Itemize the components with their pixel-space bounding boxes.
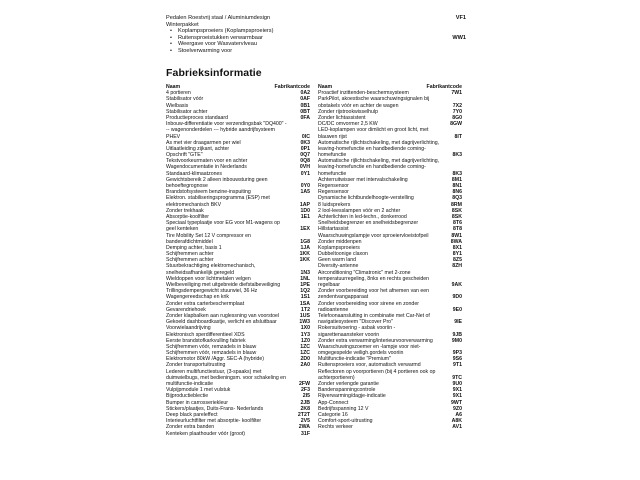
item-code: 8N6 bbox=[452, 189, 462, 196]
item-code: 1US bbox=[299, 312, 310, 319]
item-code: 1X0 bbox=[300, 325, 310, 332]
item-code: AV1 bbox=[452, 424, 462, 431]
item-code: 2K8 bbox=[300, 405, 310, 412]
item-code: 8GW bbox=[450, 121, 462, 128]
list-item bbox=[318, 369, 462, 381]
item-name: As met vier draagarmen per wiel bbox=[166, 139, 241, 146]
item-name: Regensensor bbox=[318, 183, 349, 189]
item-name: Geen warm land bbox=[318, 257, 357, 264]
item-code: 1T2 bbox=[301, 306, 310, 313]
item-code: 0VH bbox=[299, 164, 310, 171]
item-code: 2A0 bbox=[300, 362, 310, 369]
item-code: 1E1 bbox=[300, 213, 310, 220]
item-name: Eerste brandstofkarkvulling fabriek bbox=[166, 337, 246, 344]
list-item bbox=[318, 288, 462, 300]
item-name: Koplampsproeiers bbox=[318, 244, 360, 251]
item-code: 8G0 bbox=[452, 114, 462, 121]
list-item bbox=[318, 424, 462, 430]
list-item bbox=[166, 263, 310, 275]
item-name: Stickers/plaatjes, Duits-Frans- Nederlands bbox=[166, 405, 264, 412]
item-name: Kenteken plaathouder vóór (groot) bbox=[166, 430, 246, 437]
item-name: Elektromotor 80kW /Aggr. SEC-A (hybride) bbox=[166, 356, 265, 363]
item-name: Zonder rijstrookwisselhulp bbox=[318, 108, 378, 115]
item-name: Productieproces standaard bbox=[166, 114, 228, 121]
item-name: Proactief inzittenden-beschermsysteem bbox=[318, 90, 409, 97]
right-item-list bbox=[318, 90, 462, 430]
item-code: 7Y0 bbox=[452, 108, 462, 115]
list-item bbox=[166, 177, 310, 189]
item-name: Tire Mobility Set 12 V compressor en banderafdichtmiddel bbox=[166, 232, 251, 245]
item-name: Deep black pareleffect bbox=[166, 411, 218, 418]
item-name: Diversity-antenne bbox=[318, 263, 359, 270]
item-code: 1KK bbox=[299, 251, 310, 258]
list-item bbox=[166, 121, 310, 140]
item-code: 9M0 bbox=[451, 337, 462, 344]
header-name: Naam bbox=[318, 84, 333, 90]
item-name: Airconditioning "Climatronic" met 2-zone temperatuurregeling, 8nks en rechts gescheiden regelbaar bbox=[318, 269, 430, 288]
item-code: 1PE bbox=[300, 282, 310, 288]
item-name: Bedrijfsspanning 12 V bbox=[318, 405, 369, 412]
item-code: 0A2 bbox=[300, 90, 310, 97]
item-code: 2WA bbox=[298, 424, 310, 431]
item-code: 2F3 bbox=[301, 387, 310, 394]
item-name: Wieldoppen voor lichtmetalen velgen bbox=[166, 275, 251, 282]
item-code: 2T2T bbox=[297, 411, 310, 418]
item-code: 9X1 bbox=[452, 387, 462, 394]
item-name: Reflectoren op voorportieren (bij 4 portieren ook op achterportieren) bbox=[318, 368, 436, 381]
item-code: 0Q7 bbox=[300, 152, 310, 159]
item-code: 0BT bbox=[300, 108, 310, 115]
list-item bbox=[318, 301, 462, 313]
item-name: Inbouw-differentiatie voor verzendingsbak "DQ400" --- wagenonderdelen --- hybride aandrijfsysteem PHEV bbox=[166, 121, 287, 140]
item-name: Standaard-klimaatzones bbox=[166, 170, 222, 177]
item-code: 8T6 bbox=[453, 220, 462, 227]
package-line-code: VF1 bbox=[455, 15, 466, 21]
item-code: 9T1 bbox=[453, 362, 462, 369]
item-code: 9JB bbox=[452, 331, 462, 338]
item-name: Stabilisator vóór bbox=[166, 96, 204, 103]
item-code: 9IE bbox=[454, 319, 462, 326]
package-line-name: • Ruitensproeistukken verwarmbaar bbox=[178, 34, 263, 41]
item-name: Hillstartassist bbox=[318, 226, 349, 233]
item-code: 8WA bbox=[450, 238, 462, 245]
item-code: A8K bbox=[451, 418, 462, 425]
item-name: Achterruitwisser met intervalschakeling bbox=[318, 176, 408, 183]
item-code: 9AK bbox=[451, 282, 462, 288]
list-item bbox=[318, 140, 462, 159]
item-name: Gewichtsbereik 2 alleen inbouwsturing geen behoeftegrognose bbox=[166, 176, 268, 189]
item-code: 8Y1 bbox=[452, 251, 462, 258]
item-name: Achterlichten in led-techn., donkerrood bbox=[318, 213, 407, 220]
item-name: Schijfremmen achter bbox=[166, 251, 214, 258]
item-code: 9X1 bbox=[452, 393, 462, 400]
item-code: 0IC bbox=[301, 133, 310, 140]
item-code: 0Y0 bbox=[300, 183, 310, 189]
list-item bbox=[166, 233, 310, 245]
item-name: Regensensor bbox=[318, 189, 349, 196]
item-name: App-Connect bbox=[318, 399, 349, 406]
item-name: Zonder klapbalken aan ruglessning van voorstoel bbox=[166, 312, 280, 319]
list-item bbox=[318, 344, 462, 356]
item-name: Trillingsdempergewicht stuurwiel, 36 Hz bbox=[166, 288, 258, 295]
package-line-name: • Weergave voor Wasvatervlveau bbox=[178, 41, 257, 47]
right-column bbox=[318, 84, 462, 431]
item-code: 2I5 bbox=[302, 393, 310, 400]
package-line-name: Pedalen Roestvrij staal / Aluminiumdesign bbox=[166, 15, 271, 21]
item-name: LED-koplampen voor dimlicht en groot licht, met blauwen rijst bbox=[318, 127, 429, 140]
list-item bbox=[166, 369, 310, 388]
item-name: Bijproductieblectie bbox=[166, 393, 209, 400]
item-code: 1Q2 bbox=[300, 288, 310, 295]
item-code: 1ZC bbox=[300, 343, 310, 350]
item-name: Gekoeld dashboardkastje, verlicht en afsluitbaar bbox=[166, 319, 277, 326]
item-code: 1SA bbox=[299, 300, 310, 307]
item-code: 9D0 bbox=[452, 294, 462, 301]
item-name: Bandenspanningcontrole bbox=[318, 387, 376, 394]
item-code: 8SK bbox=[451, 213, 462, 220]
item-name: Waarschuwingszoemer en -lampje voor niet-omgegespelde veiligh.gordels vooriin bbox=[318, 343, 421, 357]
header-code: Fabrikantcode bbox=[274, 84, 310, 90]
item-code: 1A5 bbox=[300, 189, 310, 196]
item-name: Automatische rijlichtschakeling, met dagrijverlichting, leaving-homefunctie en handbediende coming-homefunctie bbox=[318, 139, 440, 159]
item-code: 0Q8 bbox=[300, 158, 310, 165]
item-name: Zonder verlengde garantie bbox=[318, 381, 379, 387]
item-name: ParkPilot, akoestische waarschuwingsignalen bij obstakels vóór en achter de wagen bbox=[318, 96, 430, 109]
item-code: A6 bbox=[455, 411, 462, 418]
item-code: 9S6 bbox=[452, 356, 462, 363]
item-name: Snelheidsbegrenzer en snelheidsbegrenzer bbox=[318, 220, 419, 227]
item-name: Demping achter, basis 1 bbox=[166, 244, 222, 251]
item-name: Wielbeveiliging met uitgebreide diefstalbeveiliging bbox=[166, 282, 281, 288]
item-name: Dubbeltoonige claxon bbox=[318, 251, 368, 258]
item-code: 1ZC bbox=[300, 350, 310, 357]
header-name: Naam bbox=[166, 84, 181, 90]
item-code: 9Z0 bbox=[453, 405, 462, 412]
item-name: Elektronisch sperdifferentieel XDS bbox=[166, 331, 245, 338]
item-name: Gevarendriehoek bbox=[166, 306, 206, 313]
list-item bbox=[318, 325, 462, 337]
left-column bbox=[166, 84, 310, 437]
item-name: Rokersuitvoering - asbak vooriin - sigarettenaansteker voorin bbox=[318, 325, 396, 338]
item-code: 9E0 bbox=[452, 306, 462, 313]
item-name: Wielbasis bbox=[166, 102, 189, 109]
item-code: 1D0 bbox=[300, 207, 310, 214]
item-code: 8Z5 bbox=[453, 257, 462, 264]
header-code: Fabrikantcode bbox=[426, 84, 462, 90]
item-code: 1EX bbox=[300, 226, 310, 233]
item-name: Zonder middenpen bbox=[318, 238, 362, 245]
item-code: 1Z0 bbox=[301, 337, 310, 344]
list-item bbox=[318, 127, 462, 139]
item-code: 7X2 bbox=[452, 102, 462, 109]
item-code: 1AP bbox=[299, 201, 310, 208]
item-name: Brandstofsysteem benzine-inspuiting bbox=[166, 189, 251, 196]
list-item bbox=[318, 158, 462, 177]
item-code: 1S1 bbox=[300, 294, 310, 301]
item-name: Lederen multifunctiestuur, (3-spaaks) met duimwielbugs, met bedieningsm. voor schakeling en multifunctie-indicatie bbox=[166, 368, 286, 387]
item-name: 8 luidsprekers bbox=[318, 201, 351, 208]
item-name: Zonder trekhaak bbox=[166, 207, 204, 214]
item-name: Voorwielaandrijving bbox=[166, 325, 211, 332]
package-line-name: • Stoelverwarming voor bbox=[178, 47, 233, 54]
item-code: 9P3 bbox=[452, 350, 462, 357]
item-name: Ruitensproeiers voor, automatisch verwarmd bbox=[318, 362, 421, 369]
item-name: 2 lool-leesslampen vóór en 2 achter bbox=[318, 207, 401, 214]
item-code: 2JB bbox=[300, 399, 310, 406]
item-name: Wagengereedschap en krik bbox=[166, 294, 229, 301]
item-code: 8RM bbox=[451, 201, 462, 208]
item-name: Zonder extra carterbeschermplaat bbox=[166, 300, 245, 307]
item-code: 8W1 bbox=[451, 232, 462, 239]
list-item bbox=[166, 220, 310, 232]
item-code: 2FW bbox=[299, 381, 310, 387]
winter-package-list bbox=[166, 15, 466, 54]
item-code: 8K3 bbox=[452, 170, 462, 177]
left-item-list bbox=[166, 90, 310, 437]
item-name: Zonder lichtassistent bbox=[318, 114, 366, 121]
item-code: 8N1 bbox=[452, 183, 462, 189]
item-code: 0Y1 bbox=[300, 170, 310, 177]
item-code: 9TC bbox=[452, 374, 462, 381]
item-name: Stuurbekrachtiging elektromechanisch, snelheidsafhankelijk geregeld bbox=[166, 263, 256, 276]
package-line bbox=[166, 48, 466, 55]
item-code: 1Y3 bbox=[300, 331, 310, 338]
item-code: 8K3 bbox=[452, 152, 462, 159]
item-code: 8ZH bbox=[452, 263, 462, 270]
item-code: 1W3 bbox=[299, 319, 310, 326]
item-code: 2V5 bbox=[300, 418, 310, 425]
item-name: Zonder voorbereiding voor sirene en zonder radioantenne bbox=[318, 300, 419, 313]
list-item bbox=[318, 270, 462, 289]
item-name: Dynamische lichtbundelhoogte-verstelling bbox=[318, 195, 414, 202]
item-code: 8T8 bbox=[453, 226, 462, 233]
item-name: Rijverwarming/dagje-indicatie bbox=[318, 393, 386, 400]
item-name: Telefoonaansluiting in combinatie met Car-Net of navigatiesysteem "Discover Pro" bbox=[318, 312, 430, 326]
item-name: Zonder transportuitrusting bbox=[166, 362, 226, 369]
list-item bbox=[318, 96, 462, 108]
item-code: 7W1 bbox=[451, 90, 462, 97]
item-name: Waarschuwingslampje voor sproeiervloeistofpeil bbox=[318, 232, 429, 239]
item-name: Stabilisator achter bbox=[166, 108, 208, 115]
item-name: Zonder extra banden bbox=[166, 424, 215, 431]
package-line-name: • Koplampsproeiers (Koplampsproeiers) bbox=[178, 28, 274, 34]
item-code: 1N3 bbox=[300, 269, 310, 276]
package-line-code: WW1 bbox=[452, 34, 466, 41]
item-name: Wagendocumentatie in Nederlands bbox=[166, 164, 247, 171]
list-item bbox=[166, 195, 310, 207]
item-code: 0FA bbox=[300, 114, 310, 121]
item-name: Schijfremmen achter bbox=[166, 257, 214, 264]
item-code: 1NL bbox=[300, 275, 310, 282]
item-name: Tekstvoorkeurmaten voor en achter bbox=[166, 158, 248, 165]
item-name: Rechts verkeer bbox=[318, 424, 353, 431]
item-name: Interieurluchtfilter met absorptie- koolfilter bbox=[166, 418, 262, 425]
item-name: Multifunctie-indicatie "Premium" bbox=[318, 356, 391, 363]
item-name: Bumper in carrosseriekleur bbox=[166, 399, 228, 406]
item-name: Schijfremmen vóór, remzadels in blauw bbox=[166, 350, 257, 357]
item-code: 8X1 bbox=[452, 244, 462, 251]
item-name: Elektron. stabiliseringsprogramma (ESP) met elektromechanisch BKV bbox=[166, 195, 270, 208]
item-code: 0P1 bbox=[300, 145, 310, 152]
item-name: Absorptie-koolfilter bbox=[166, 213, 209, 220]
list-item bbox=[166, 431, 310, 437]
package-line-name: Winterpakket bbox=[166, 21, 199, 28]
item-code: 1KK bbox=[299, 257, 310, 264]
item-code: 31F bbox=[301, 430, 310, 437]
item-code: 8Q3 bbox=[452, 195, 462, 202]
item-code: 1G8 bbox=[300, 238, 310, 245]
item-code: 0K3 bbox=[300, 139, 310, 146]
item-code: 8SK bbox=[451, 207, 462, 214]
item-name: Schijfremmen vóór, remzadels in blauw bbox=[166, 343, 257, 350]
item-code: 1JA bbox=[300, 244, 310, 251]
item-name: Uitlaatleiding zijkant, achter bbox=[166, 145, 230, 152]
item-name: Categorie 16 bbox=[318, 411, 348, 418]
item-code: 9U0 bbox=[452, 381, 462, 387]
item-name: Zonder extra verwarming/interieurvoorverwarming bbox=[318, 337, 433, 344]
item-code: 9WT bbox=[451, 399, 462, 406]
item-name: DC/DC omvormer 2,5 KW bbox=[318, 121, 378, 128]
section-title: Fabrieksinformatie bbox=[166, 67, 262, 79]
item-code: 8M1 bbox=[451, 176, 462, 183]
item-name: Opschrift "GTE" bbox=[166, 152, 203, 159]
item-name: Automatische rijlichtschakeling, met dagrijverlichting, leaving-homefunctie en handbediende coming-homefunctie bbox=[318, 158, 440, 177]
item-code: 8IT bbox=[454, 133, 462, 140]
item-name: 4 portieren bbox=[166, 90, 191, 97]
item-code: 0AF bbox=[300, 96, 310, 103]
item-code: 2D0 bbox=[300, 356, 310, 363]
item-name: Vulpijpmodule 1 met vulstuk bbox=[166, 387, 231, 394]
item-name: Speciaal typeplaatje voor EG voor M1-wagens op geel kenteken bbox=[166, 220, 280, 233]
item-code: 0B1 bbox=[300, 102, 310, 109]
item-name: Comfort-sport-uitrusting bbox=[318, 418, 373, 425]
list-item bbox=[318, 313, 462, 325]
item-name: Zonder voorbereiding voor het afnemen van een zendentvangapparaat bbox=[318, 288, 430, 301]
